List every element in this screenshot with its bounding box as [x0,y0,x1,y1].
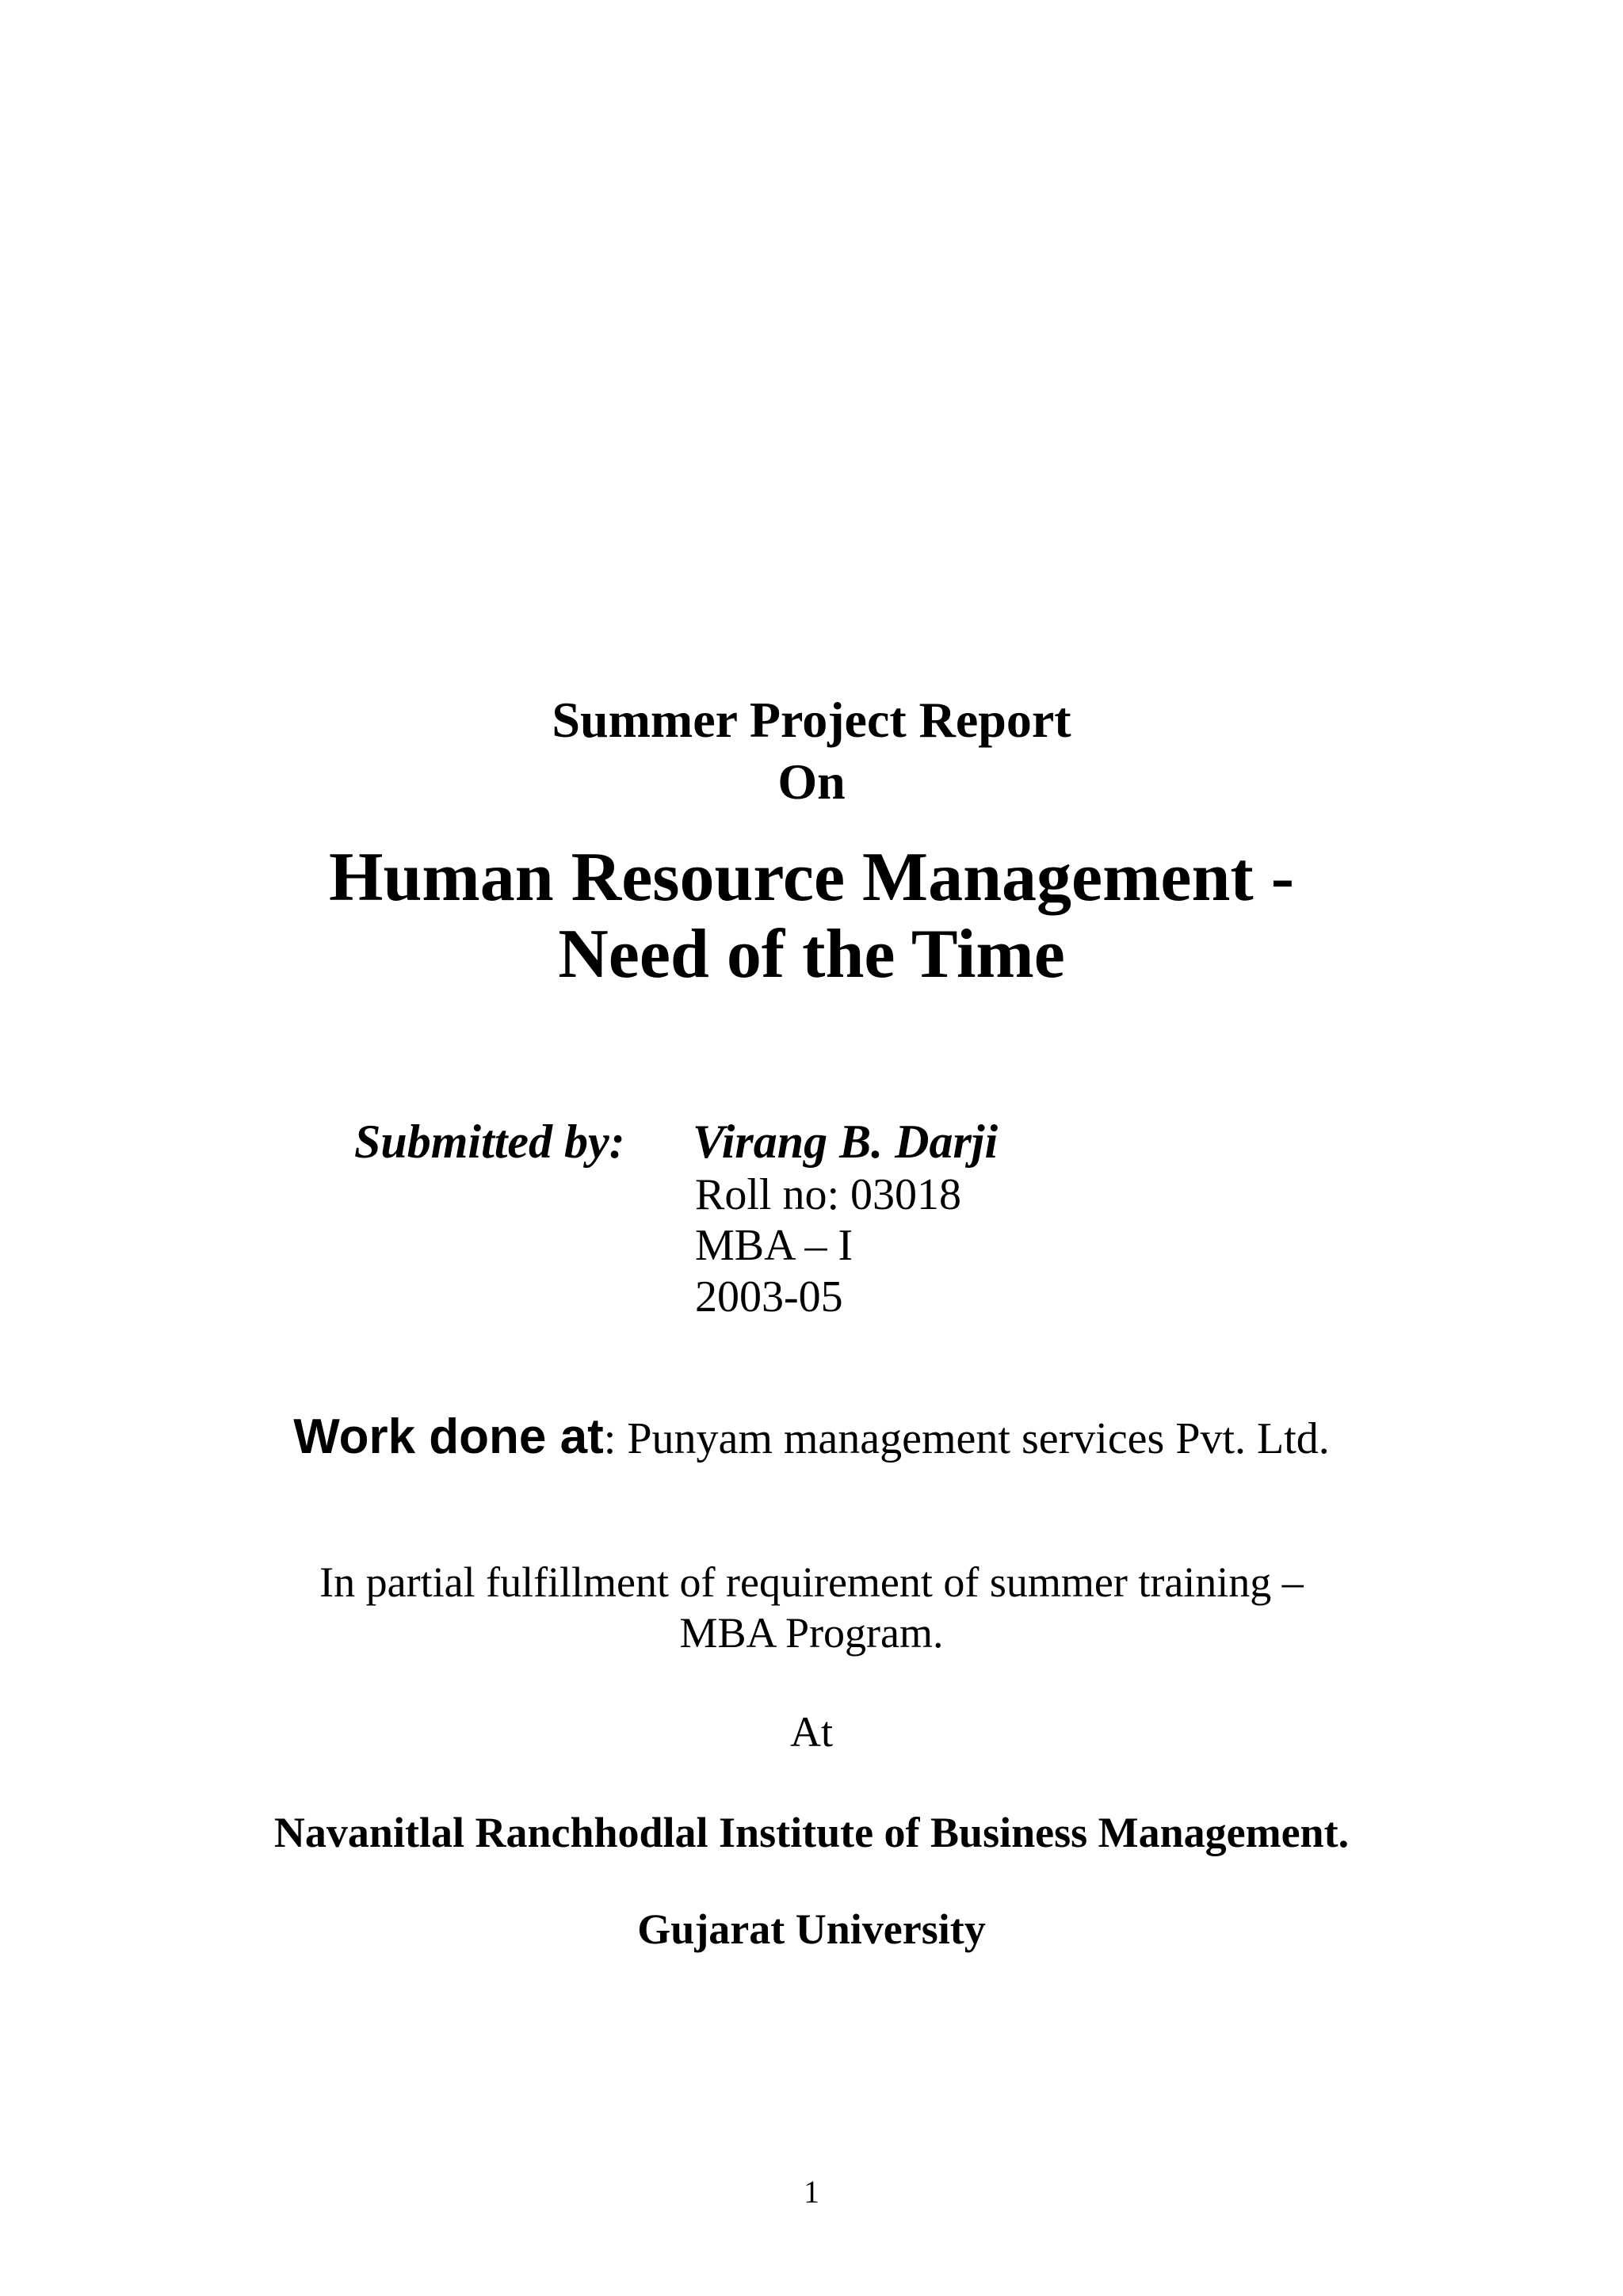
report-type-heading: Summer Project Report [552,692,1071,748]
at-label: At [790,1708,833,1756]
report-on-heading: On [777,753,846,810]
work-done-at-separator: : [603,1414,617,1463]
page-number: 1 [804,2174,819,2210]
work-done-at-line [0,1409,1623,1464]
submitted-by-label: Submitted by: [354,1116,625,1168]
report-title-line-1: Human Resource Management - [329,839,1294,916]
roll-number: Roll no: 03018 [695,1170,962,1219]
fulfillment-line-2: MBA Program. [679,1609,944,1657]
author-name: Virang B. Darji [693,1116,999,1168]
work-done-at-label: Work done at [293,1409,604,1464]
institute-name: Navanitlal Ranchhodlal Institute of Business Management. [273,1809,1350,1856]
program-name: MBA – I [695,1221,854,1270]
fulfillment-line-1: In partial fulfillment of requirement of summer training – [319,1558,1304,1606]
academic-years: 2003-05 [695,1272,843,1322]
report-title-line-2: Need of the Time [558,916,1065,993]
company-name: Punyam management services Pvt. Ltd. [616,1414,1330,1463]
university-name: Gujarat University [637,1905,986,1953]
